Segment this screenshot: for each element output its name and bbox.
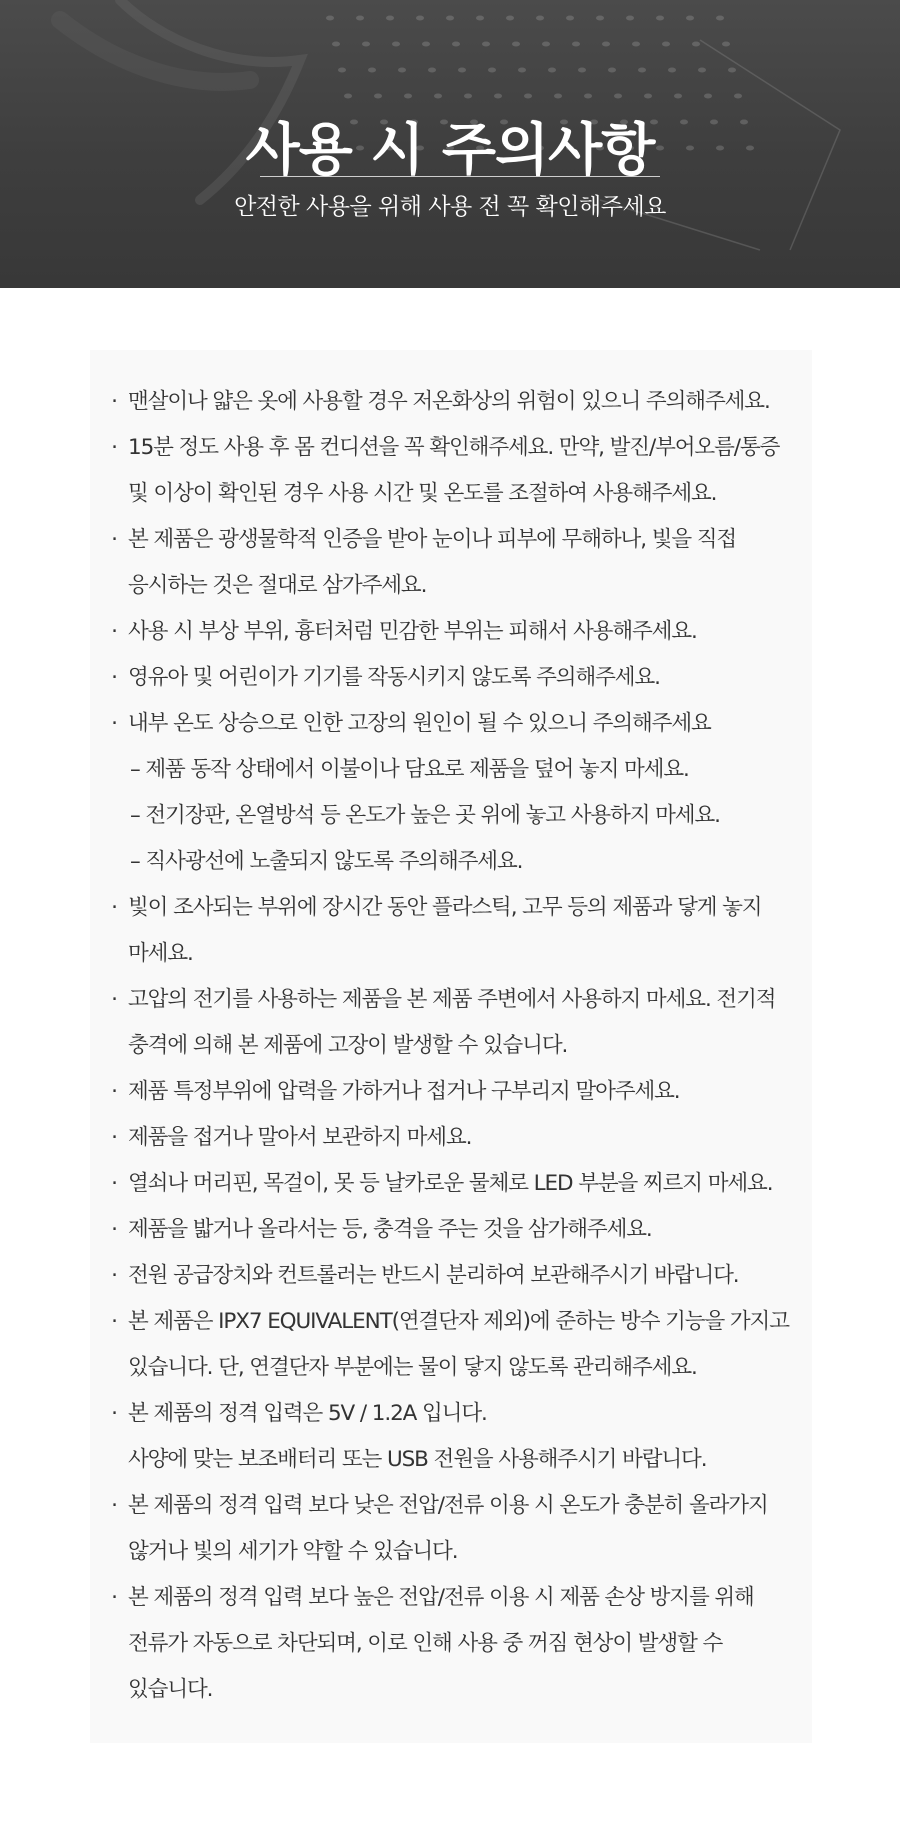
notice-text-line: 빛이 조사되는 부위에 장시간 동안 플라스틱, 고무 등의 제품과 닿게 놓지	[128, 895, 762, 920]
bullet-dot-icon: ·	[111, 1079, 117, 1104]
bullet-dot-icon: ·	[111, 527, 117, 552]
notice-sub-item: – 직사광선에 노출되지 않도록 주의해주세요.	[130, 849, 523, 874]
bullet-dot-icon: ·	[111, 1401, 117, 1426]
notice-item	[106, 1207, 788, 1253]
notice-text-line: 맨살이나 얇은 옷에 사용할 경우 저온화상의 위험이 있으니 주의해주세요.	[128, 389, 770, 414]
notice-text-line: 응시하는 것은 절대로 삼가주세요.	[128, 573, 427, 598]
notice-text-line: 제품을 접거나 말아서 보관하지 마세요.	[128, 1125, 472, 1150]
title-divider	[260, 176, 660, 177]
notice-box	[90, 350, 812, 1743]
notice-item	[106, 1161, 788, 1207]
notice-sub-item: – 제품 동작 상태에서 이불이나 담요로 제품을 덮어 놓지 마세요.	[130, 757, 689, 782]
bullet-dot-icon: ·	[111, 1171, 117, 1196]
bullet-dot-icon: ·	[111, 711, 117, 736]
bullet-dot-icon: ·	[111, 665, 117, 690]
bullet-dot-icon: ·	[111, 1125, 117, 1150]
notice-text-line: 않거나 빛의 세기가 약할 수 있습니다.	[128, 1539, 458, 1564]
notice-item	[106, 977, 788, 1069]
notice-item	[106, 701, 788, 885]
notice-text-line: 사용 시 부상 부위, 흉터처럼 민감한 부위는 피해서 사용해주세요.	[128, 619, 697, 644]
notice-text-line: 본 제품은 광생물학적 인증을 받아 눈이나 피부에 무해하나, 빛을 직접	[128, 527, 737, 552]
notice-text-line: 및 이상이 확인된 경우 사용 시간 및 온도를 조절하여 사용해주세요.	[128, 481, 717, 506]
notice-item	[106, 1575, 788, 1713]
notice-item	[106, 517, 788, 609]
notice-item	[106, 1391, 788, 1483]
notice-text-line: 전류가 자동으로 차단되며, 이로 인해 사용 중 꺼짐 현상이 발생할 수	[128, 1631, 723, 1656]
notice-text-line: 본 제품의 정격 입력 보다 낮은 전압/전류 이용 시 온도가 충분히 올라가지	[128, 1493, 768, 1518]
notice-item	[106, 609, 788, 655]
notice-text-line: 내부 온도 상승으로 인한 고장의 원인이 될 수 있으니 주의해주세요	[128, 711, 711, 736]
notice-text-line: 제품을 밟거나 올라서는 등, 충격을 주는 것을 삼가해주세요.	[128, 1217, 652, 1242]
notice-item	[106, 1253, 788, 1299]
notice-list	[106, 379, 788, 1713]
notice-text-line: 본 제품은 IPX7 EQUIVALENT(연결단자 제외)에 준하는 방수 기능을 가지고	[128, 1309, 789, 1334]
notice-text-line: 충격에 의해 본 제품에 고장이 발생할 수 있습니다.	[128, 1033, 568, 1058]
page-title: 사용 시 주의사항	[245, 117, 655, 183]
bullet-dot-icon: ·	[111, 895, 117, 920]
notice-text-line: 고압의 전기를 사용하는 제품을 본 제품 주변에서 사용하지 마세요. 전기적	[128, 987, 776, 1012]
bullet-dot-icon: ·	[111, 1585, 117, 1610]
notice-text-line: 본 제품의 정격 입력은 5V / 1.2A 입니다.	[128, 1401, 487, 1426]
notice-item	[106, 379, 788, 425]
notice-text-line: 있습니다.	[128, 1677, 213, 1702]
bullet-dot-icon: ·	[111, 1309, 117, 1334]
notice-item	[106, 1299, 788, 1391]
notice-text-line: 사양에 맞는 보조배터리 또는 USB 전원을 사용해주시기 바랍니다.	[128, 1447, 707, 1472]
bullet-dot-icon: ·	[111, 1217, 117, 1242]
notice-item	[106, 1483, 788, 1575]
notice-text-line: 영유아 및 어린이가 기기를 작동시키지 않도록 주의해주세요.	[128, 665, 660, 690]
bullet-dot-icon: ·	[111, 435, 117, 460]
notice-text-line: 마세요.	[128, 941, 193, 966]
bullet-dot-icon: ·	[111, 389, 117, 414]
notice-text-line: 본 제품의 정격 입력 보다 높은 전압/전류 이용 시 제품 손상 방지를 위해	[128, 1585, 754, 1610]
hero-banner	[0, 0, 900, 288]
bullet-dot-icon: ·	[111, 619, 117, 644]
notice-text-line: 있습니다. 단, 연결단자 부분에는 물이 닿지 않도록 관리해주세요.	[128, 1355, 697, 1380]
bullet-dot-icon: ·	[111, 1493, 117, 1518]
notice-text-line: 제품 특정부위에 압력을 가하거나 접거나 구부리지 말아주세요.	[128, 1079, 680, 1104]
notice-item	[106, 1069, 788, 1115]
bullet-dot-icon: ·	[111, 987, 117, 1012]
notice-text-line: 열쇠나 머리핀, 목걸이, 못 등 날카로운 물체로 LED 부분을 찌르지 마세요.	[128, 1171, 773, 1196]
page-subtitle: 안전한 사용을 위해 사용 전 꼭 확인해주세요	[234, 194, 666, 220]
bullet-dot-icon: ·	[111, 1263, 117, 1288]
notice-item	[106, 655, 788, 701]
notice-text-line: 15분 정도 사용 후 몸 컨디션을 꼭 확인해주세요. 만약, 발진/부어오름/통증	[128, 435, 780, 460]
notice-item	[106, 1115, 788, 1161]
notice-text-line: 전원 공급장치와 컨트롤러는 반드시 분리하여 보관해주시기 바랍니다.	[128, 1263, 739, 1288]
notice-sub-item: – 전기장판, 온열방석 등 온도가 높은 곳 위에 놓고 사용하지 마세요.	[130, 803, 720, 828]
notice-item	[106, 885, 788, 977]
notice-item	[106, 425, 788, 517]
